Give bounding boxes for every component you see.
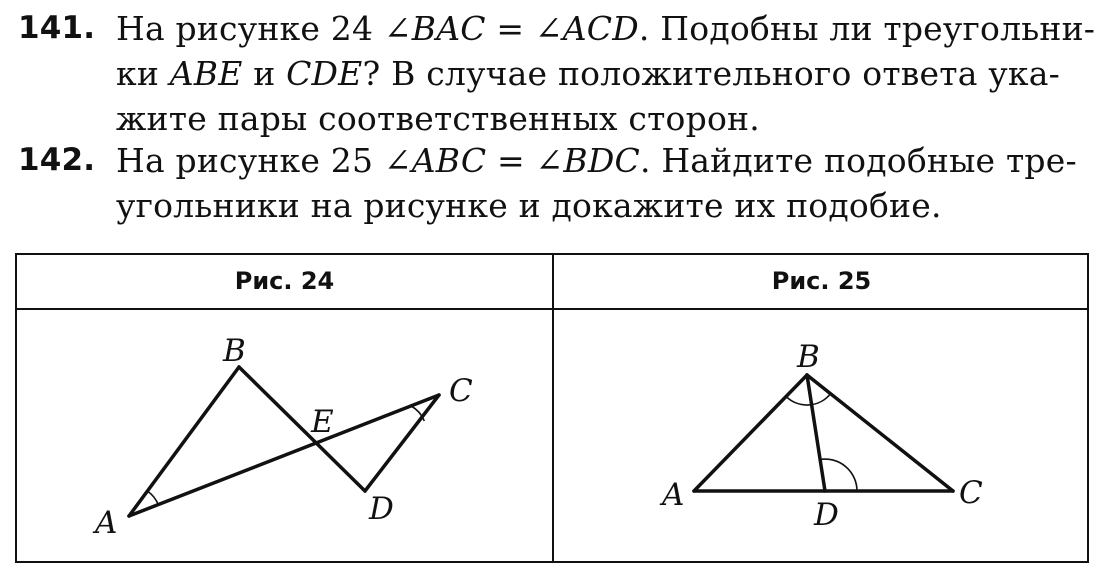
point-label-A: A	[662, 477, 685, 513]
point-label-B: B	[797, 339, 820, 375]
triangle-name: ABE	[169, 54, 243, 93]
point-label-A: A	[95, 505, 118, 541]
point-label-D: D	[814, 497, 839, 533]
problem-number: 141.	[18, 10, 96, 46]
point-label-C: C	[449, 373, 473, 409]
angle-expression: ∠ABC	[383, 141, 487, 180]
figure-25-caption: Рис. 25	[771, 267, 872, 295]
point-label-B: B	[223, 333, 246, 369]
point-label-C: C	[959, 475, 983, 511]
angle-expression: ∠BDC	[535, 141, 640, 180]
problem-text-line: На рисунке 25 ∠ABC = ∠BDC. Найдите подобные тре-	[116, 141, 1077, 180]
problem-text-line: На рисунке 24 ∠BAC = ∠ACD. Подобны ли треугольни-	[116, 9, 1096, 48]
problem-text-line: угольники на рисунке и докажите их подобие.	[116, 186, 942, 225]
figure-24-caption: Рис. 24	[234, 267, 335, 295]
problem-text-line: ки ABE и CDE? В случае положительного ответа ука-	[116, 54, 1060, 93]
segment-BC	[807, 375, 953, 491]
point-label-D: D	[369, 491, 394, 527]
segment-BD	[807, 375, 825, 491]
figures-table	[15, 253, 1089, 563]
problem-number: 142.	[18, 142, 96, 178]
point-label-E: E	[311, 404, 334, 440]
segment-BD	[239, 367, 365, 491]
angle-expression: ∠BAC	[383, 9, 486, 48]
problem-text-line: жите пары соответственных сторон.	[116, 99, 760, 138]
segment-AB	[694, 375, 807, 491]
triangle-name: CDE	[286, 54, 363, 93]
figure-25-diagram	[554, 255, 1089, 561]
figure-24-diagram	[17, 255, 552, 561]
angle-arc-A	[148, 491, 159, 505]
angle-arc-B	[786, 394, 830, 405]
angle-expression: ∠ACD	[534, 9, 639, 48]
